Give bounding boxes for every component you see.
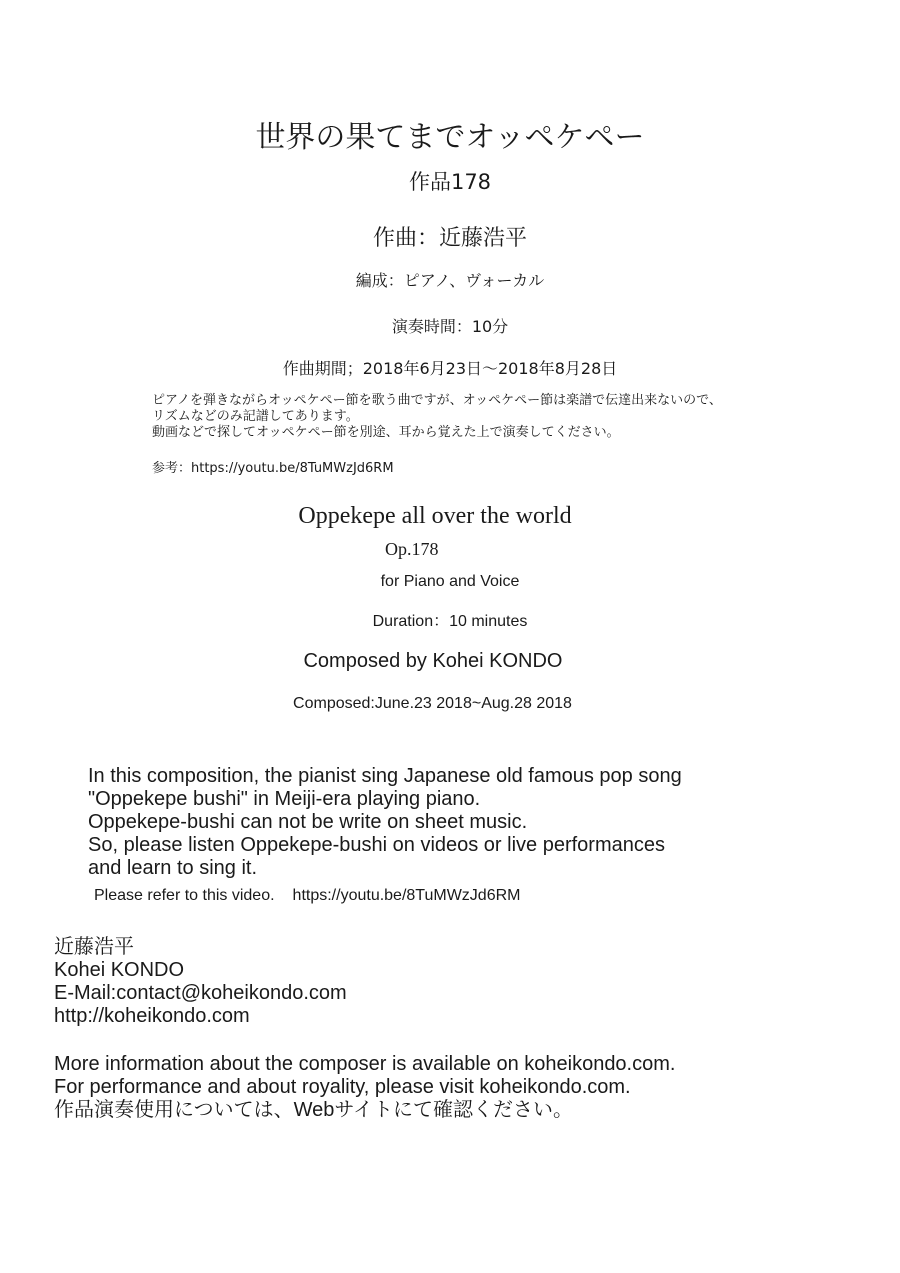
- english-reference: [94, 887, 520, 905]
- english-note-line: and learn to sing it.: [88, 857, 257, 879]
- english-note-line: So, please listen Oppekepe-bushi on videos or live performances: [88, 834, 665, 856]
- english-note-line: "Oppekepe bushi" in Meiji-era playing piano.: [88, 788, 481, 810]
- more-info-line: More information about the composer is available on koheikondo.com.: [54, 1053, 676, 1075]
- english-instrumentation: for Piano and Voice: [380, 573, 520, 590]
- english-note: [88, 765, 682, 880]
- japanese-reference: 参考：https://youtu.be/8TuMWzJd6RM: [152, 461, 394, 476]
- japanese-instrumentation: 編成：ピアノ、ヴォーカル: [355, 271, 545, 290]
- english-note-line: In this composition, the pianist sing Japanese old famous pop song: [88, 765, 682, 787]
- more-info-line: For performance and about royality, please visit koheikondo.com.: [54, 1076, 631, 1098]
- contact-name-jp: 近藤浩平: [54, 936, 134, 958]
- contact-name-en: Kohei KONDO: [54, 959, 185, 981]
- reference-link[interactable]: https://youtu.be/8TuMWzJd6RM: [292, 887, 521, 904]
- english-period: Composed:June.23 2018~Aug.28 2018: [293, 695, 572, 712]
- japanese-period: 作曲期間；2018年6月23日〜2018年8月28日: [282, 359, 618, 378]
- reference-label: Please refer to this video.: [94, 887, 275, 904]
- english-composer: Composed by Kohei KONDO: [303, 650, 563, 672]
- japanese-title: 世界の果てまでオッペケペー: [255, 120, 645, 155]
- english-note-line: Oppekepe-bushi can not be write on sheet music.: [88, 811, 528, 833]
- contact-email[interactable]: E-Mail:contact@koheikondo.com: [54, 982, 347, 1004]
- japanese-duration: 演奏時間：10分: [391, 317, 509, 336]
- japanese-note-line: 動画などで探してオッペケペー節を別途、耳から覚えた上で演奏してください。: [152, 425, 620, 440]
- more-info-line: 作品演奏使用については、Webサイトにて確認ください。: [54, 1099, 573, 1121]
- japanese-composer: 作曲：近藤浩平: [372, 226, 527, 251]
- more-info-block: [54, 1053, 675, 1122]
- japanese-note: [152, 393, 722, 441]
- japanese-note-line: ピアノを弾きながらオッペケペー節を歌う曲ですが、オッペケペー節は楽譜で伝達出来ないので、: [152, 393, 722, 408]
- japanese-opus: 作品178: [408, 170, 492, 194]
- japanese-note-line: リズムなどのみ記譜してあります。: [152, 409, 359, 424]
- english-title: Oppekepe all over the world: [298, 503, 572, 529]
- contact-website[interactable]: http://koheikondo.com: [54, 1005, 250, 1027]
- english-opus: Op.178: [385, 539, 439, 559]
- english-duration: Duration：10 minutes: [372, 613, 528, 630]
- contact-block: [54, 936, 347, 1028]
